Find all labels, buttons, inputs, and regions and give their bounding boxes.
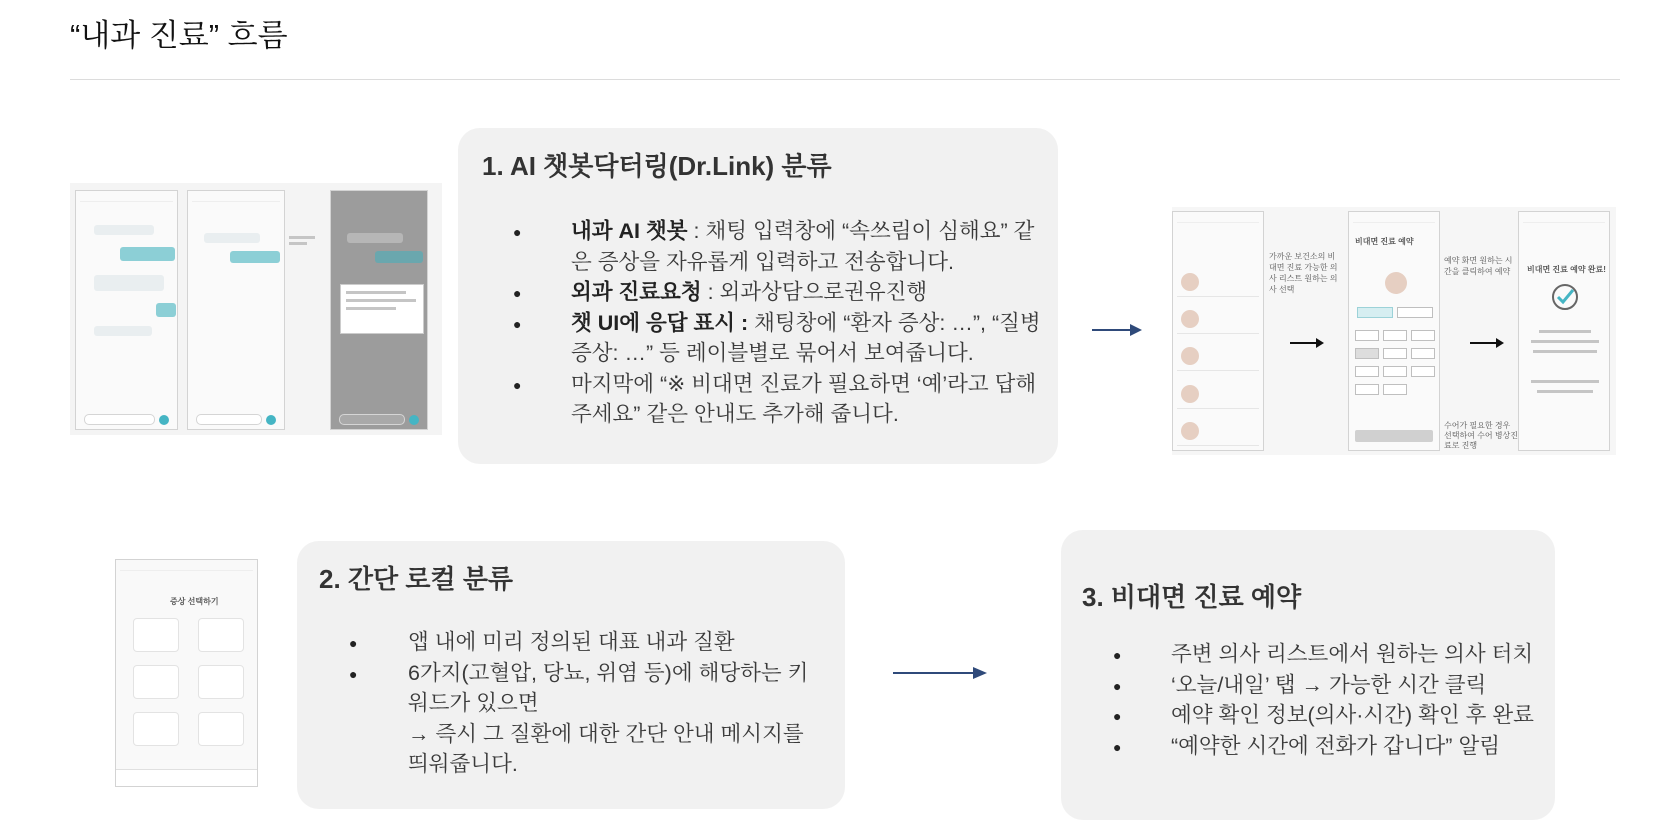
flow-arrow-icon — [893, 665, 989, 681]
chatbot-classification-card — [458, 128, 1058, 464]
bullet-list — [1171, 639, 1541, 761]
arrow-icon — [1470, 337, 1506, 349]
symptom-title: 증상 선택하기 — [170, 597, 219, 606]
list-item: ● “예약한 시간에 전화가 갑니다” 알림 — [1171, 731, 1541, 762]
booking-note-2: 예약 화면 원하는 시간을 클릭하여 예약 — [1444, 256, 1513, 276]
booking-screens — [1172, 207, 1616, 455]
booking-complete-screen: 비대면 진료 예약 완료! — [1518, 211, 1610, 451]
list-item: ● 주변 의사 리스트에서 원하는 의사 터치 — [1171, 639, 1541, 670]
bullet-list — [571, 216, 1041, 430]
page-title: “내과 진료” 흐름 — [70, 18, 288, 53]
list-item: ● ‘오늘/내일’ 탭 → 가능한 시간 클릭 — [1171, 670, 1541, 701]
check-circle-icon — [1550, 282, 1580, 312]
doctor-list-screen — [1172, 211, 1264, 451]
local-classification-card — [297, 541, 845, 809]
chatbot-screens — [70, 183, 442, 435]
chat-screen-2 — [187, 190, 285, 430]
chat-screen-1 — [75, 190, 178, 430]
booking-note-1: 가까운 보건소의 비대면 진료 가능한 의사 리스트 원하는 의사 선택 — [1269, 252, 1338, 294]
list-item: ● 6가지(고혈압, 당뇨, 위염 등)에 해당하는 키워드가 있으면 → 즉시 그 질환에 대한 간단 안내 메시지를 띄워줍니다. — [408, 658, 828, 780]
chat-side-note — [289, 236, 317, 250]
list-item: ● 마지막에 “※ 비대면 진료가 필요하면 ‘예’라고 답해주세요” 같은 안내도 추가해 줍니다. — [571, 369, 1041, 430]
card-title: 3. 비대면 진료 예약 — [1082, 582, 1302, 612]
card-title: 2. 간단 로컬 분류 — [319, 564, 514, 594]
remote-booking-card — [1061, 530, 1555, 820]
bullet-list — [408, 627, 828, 780]
arrow-icon — [1290, 337, 1326, 349]
list-item: ● 챗 UI에 응답 표시 : 채팅창에 “환자 증상: …”, “질병 증상: …” 등 레이블별로 묶어서 보여줍니다. — [571, 308, 1041, 369]
time-select-screen: 비대면 진료 예약 — [1348, 211, 1440, 451]
list-item: ● 예약 확인 정보(의사·시간) 확인 후 완료 — [1171, 700, 1541, 731]
card-title: 1. AI 챗봇닥터링(Dr.Link) 분류 — [482, 151, 832, 181]
booking-note-3: 수어가 필요한 경우 선택하여 수어 병상진료로 진행 — [1444, 421, 1518, 450]
list-item: ● 앱 내에 미리 정의된 대표 내과 질환 — [408, 627, 828, 658]
list-item: ● 내과 AI 챗봇 : 채팅 입력창에 “속쓰림이 심해요” 같은 증상을 자유롭게 입력하고 전송합니다. — [571, 216, 1041, 277]
chat-screen-3-dialog — [330, 190, 428, 430]
symptom-select-screen — [115, 559, 258, 787]
flow-arrow-icon — [1092, 322, 1144, 338]
title-divider — [70, 79, 1620, 80]
list-item: ● 외과 진료요청 : 외과상담으로권유진행 — [571, 277, 1041, 308]
